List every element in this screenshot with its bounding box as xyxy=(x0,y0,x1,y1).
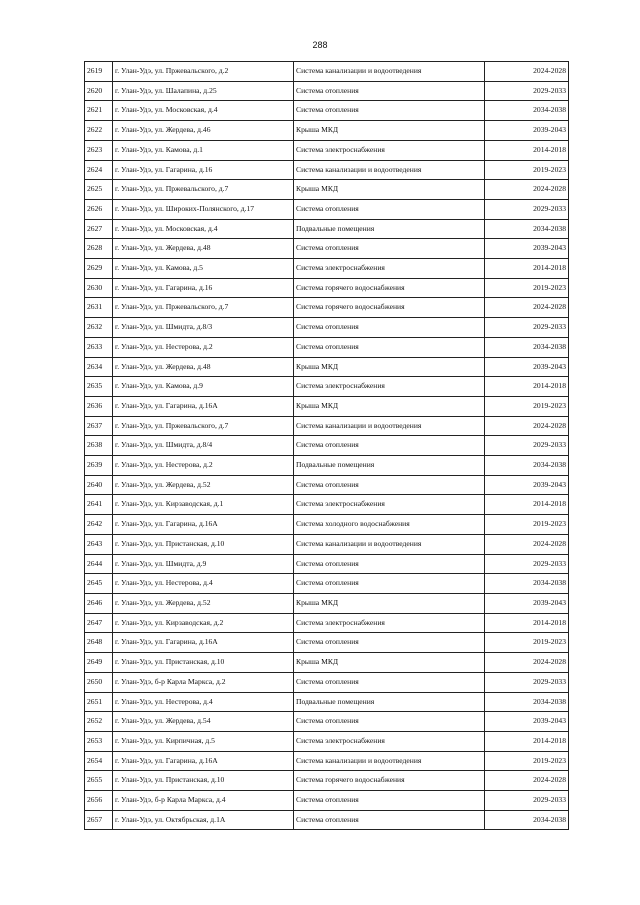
period-cell: 2029-2033 xyxy=(485,199,569,219)
row-number-cell: 2656 xyxy=(85,791,113,811)
address-cell: г. Улан-Удэ, ул. Широких-Полянского, д.17 xyxy=(113,199,294,219)
period-cell: 2024-2028 xyxy=(485,534,569,554)
address-cell: г. Улан-Удэ, ул. Шмидта, д.8/3 xyxy=(113,318,294,338)
page-number: 288 xyxy=(312,40,328,50)
address-cell: г. Улан-Удэ, ул. Пристанская, д.10 xyxy=(113,771,294,791)
period-cell: 2034-2038 xyxy=(485,101,569,121)
row-number-cell: 2624 xyxy=(85,160,113,180)
table-row xyxy=(85,495,569,515)
system-cell: Система электроснабжения xyxy=(294,613,485,633)
address-cell: г. Улан-Удэ, ул. Гагарина, д.16А xyxy=(113,515,294,535)
system-cell: Система электроснабжения xyxy=(294,495,485,515)
row-number-cell: 2647 xyxy=(85,613,113,633)
period-cell: 2014-2018 xyxy=(485,495,569,515)
row-number-cell: 2653 xyxy=(85,731,113,751)
period-cell: 2029-2033 xyxy=(485,672,569,692)
system-cell: Система отопления xyxy=(294,633,485,653)
table-row xyxy=(85,101,569,121)
table-row xyxy=(85,199,569,219)
row-number-cell: 2635 xyxy=(85,377,113,397)
row-number-cell: 2655 xyxy=(85,771,113,791)
table-row xyxy=(85,672,569,692)
table-row xyxy=(85,160,569,180)
period-cell: 2014-2018 xyxy=(485,613,569,633)
address-cell: г. Улан-Удэ, ул. Гагарина, д.16 xyxy=(113,160,294,180)
row-number-cell: 2651 xyxy=(85,692,113,712)
period-cell: 2024-2028 xyxy=(485,771,569,791)
address-cell: г. Улан-Удэ, ул. Жердева, д.48 xyxy=(113,239,294,259)
row-number-cell: 2632 xyxy=(85,318,113,338)
table-row xyxy=(85,692,569,712)
table-row xyxy=(85,613,569,633)
address-cell: г. Улан-Удэ, ул. Жердева, д.52 xyxy=(113,475,294,495)
address-cell: г. Улан-Удэ, ул. Нестерова, д.4 xyxy=(113,692,294,712)
address-cell: г. Улан-Удэ, ул. Пржевальского, д.7 xyxy=(113,180,294,200)
address-cell: г. Улан-Удэ, ул. Шмидта, д.8/4 xyxy=(113,436,294,456)
system-cell: Крыша МКД xyxy=(294,357,485,377)
address-cell: г. Улан-Удэ, б-р Карла Маркса, д.4 xyxy=(113,791,294,811)
system-cell: Система горячего водоснабжения xyxy=(294,298,485,318)
system-cell: Подвальные помещения xyxy=(294,692,485,712)
period-cell: 2039-2043 xyxy=(485,357,569,377)
period-cell: 2014-2018 xyxy=(485,259,569,279)
row-number-cell: 2644 xyxy=(85,554,113,574)
period-cell: 2019-2023 xyxy=(485,633,569,653)
period-cell: 2019-2023 xyxy=(485,278,569,298)
system-cell: Система электроснабжения xyxy=(294,377,485,397)
period-cell: 2034-2038 xyxy=(485,574,569,594)
system-cell: Система канализации и водоотведения xyxy=(294,62,485,82)
system-cell: Система отопления xyxy=(294,436,485,456)
system-cell: Система канализации и водоотведения xyxy=(294,160,485,180)
address-cell: г. Улан-Удэ, ул. Жердева, д.54 xyxy=(113,712,294,732)
address-cell: г. Улан-Удэ, ул. Жердева, д.46 xyxy=(113,121,294,141)
system-cell: Система горячего водоснабжения xyxy=(294,771,485,791)
table-row xyxy=(85,259,569,279)
system-cell: Крыша МКД xyxy=(294,593,485,613)
row-number-cell: 2621 xyxy=(85,101,113,121)
system-cell: Система электроснабжения xyxy=(294,140,485,160)
system-cell: Система отопления xyxy=(294,81,485,101)
table-row xyxy=(85,731,569,751)
period-cell: 2014-2018 xyxy=(485,731,569,751)
table-row xyxy=(85,81,569,101)
address-cell: г. Улан-Удэ, ул. Шалапина, д.25 xyxy=(113,81,294,101)
period-cell: 2034-2038 xyxy=(485,219,569,239)
period-cell: 2039-2043 xyxy=(485,239,569,259)
system-cell: Система отопления xyxy=(294,791,485,811)
table-row xyxy=(85,593,569,613)
table-row xyxy=(85,62,569,82)
table-row xyxy=(85,396,569,416)
row-number-cell: 2623 xyxy=(85,140,113,160)
system-cell: Система горячего водоснабжения xyxy=(294,278,485,298)
table-row xyxy=(85,712,569,732)
table-row xyxy=(85,416,569,436)
system-cell: Система отопления xyxy=(294,318,485,338)
row-number-cell: 2640 xyxy=(85,475,113,495)
row-number-cell: 2637 xyxy=(85,416,113,436)
table-row xyxy=(85,121,569,141)
row-number-cell: 2639 xyxy=(85,456,113,476)
row-number-cell: 2642 xyxy=(85,515,113,535)
address-cell: г. Улан-Удэ, ул. Гагарина, д.16А xyxy=(113,633,294,653)
table-row xyxy=(85,475,569,495)
row-number-cell: 2634 xyxy=(85,357,113,377)
table-row xyxy=(85,515,569,535)
row-number-cell: 2630 xyxy=(85,278,113,298)
system-cell: Система отопления xyxy=(294,337,485,357)
system-cell: Система холодного водоснабжения xyxy=(294,515,485,535)
table-row xyxy=(85,377,569,397)
address-cell: г. Улан-Удэ, ул. Московская, д.4 xyxy=(113,101,294,121)
system-cell: Подвальные помещения xyxy=(294,219,485,239)
table-row xyxy=(85,574,569,594)
registry-table xyxy=(84,61,569,830)
row-number-cell: 2645 xyxy=(85,574,113,594)
address-cell: г. Улан-Удэ, ул. Камова, д.1 xyxy=(113,140,294,160)
address-cell: г. Улан-Удэ, ул. Нестерова, д.2 xyxy=(113,337,294,357)
system-cell: Система канализации и водоотведения xyxy=(294,534,485,554)
row-number-cell: 2646 xyxy=(85,593,113,613)
system-cell: Система отопления xyxy=(294,554,485,574)
system-cell: Система отопления xyxy=(294,712,485,732)
row-number-cell: 2620 xyxy=(85,81,113,101)
table-row xyxy=(85,456,569,476)
period-cell: 2014-2018 xyxy=(485,377,569,397)
period-cell: 2029-2033 xyxy=(485,554,569,574)
row-number-cell: 2625 xyxy=(85,180,113,200)
address-cell: г. Улан-Удэ, ул. Гагарина, д.16 xyxy=(113,278,294,298)
table-row xyxy=(85,810,569,830)
system-cell: Система отопления xyxy=(294,239,485,259)
address-cell: г. Улан-Удэ, ул. Пристанская, д.10 xyxy=(113,653,294,673)
period-cell: 2034-2038 xyxy=(485,456,569,476)
table-row xyxy=(85,239,569,259)
system-cell: Система канализации и водоотведения xyxy=(294,751,485,771)
table-row xyxy=(85,337,569,357)
period-cell: 2039-2043 xyxy=(485,593,569,613)
system-cell: Система отопления xyxy=(294,199,485,219)
row-number-cell: 2650 xyxy=(85,672,113,692)
period-cell: 2024-2028 xyxy=(485,653,569,673)
row-number-cell: 2638 xyxy=(85,436,113,456)
table-row xyxy=(85,751,569,771)
period-cell: 2029-2033 xyxy=(485,436,569,456)
row-number-cell: 2636 xyxy=(85,396,113,416)
address-cell: г. Улан-Удэ, б-р Карла Маркса, д.2 xyxy=(113,672,294,692)
period-cell: 2029-2033 xyxy=(485,318,569,338)
row-number-cell: 2643 xyxy=(85,534,113,554)
table-row xyxy=(85,278,569,298)
row-number-cell: 2622 xyxy=(85,121,113,141)
address-cell: г. Улан-Удэ, ул. Нестерова, д.4 xyxy=(113,574,294,594)
row-number-cell: 2627 xyxy=(85,219,113,239)
system-cell: Крыша МКД xyxy=(294,180,485,200)
row-number-cell: 2648 xyxy=(85,633,113,653)
period-cell: 2019-2023 xyxy=(485,160,569,180)
row-number-cell: 2649 xyxy=(85,653,113,673)
period-cell: 2039-2043 xyxy=(485,712,569,732)
address-cell: г. Улан-Удэ, ул. Кирзаводская, д.2 xyxy=(113,613,294,633)
period-cell: 2034-2038 xyxy=(485,810,569,830)
system-cell: Система отопления xyxy=(294,101,485,121)
table-row xyxy=(85,771,569,791)
period-cell: 2019-2023 xyxy=(485,751,569,771)
row-number-cell: 2652 xyxy=(85,712,113,732)
address-cell: г. Улан-Удэ, ул. Пржевальского, д.2 xyxy=(113,62,294,82)
address-cell: г. Улан-Удэ, ул. Кирзаводская, д.1 xyxy=(113,495,294,515)
table-row xyxy=(85,357,569,377)
address-cell: г. Улан-Удэ, ул. Жердева, д.48 xyxy=(113,357,294,377)
period-cell: 2024-2028 xyxy=(485,62,569,82)
row-number-cell: 2626 xyxy=(85,199,113,219)
period-cell: 2034-2038 xyxy=(485,337,569,357)
row-number-cell: 2631 xyxy=(85,298,113,318)
system-cell: Система отопления xyxy=(294,810,485,830)
row-number-cell: 2619 xyxy=(85,62,113,82)
system-cell: Система отопления xyxy=(294,672,485,692)
system-cell: Система канализации и водоотведения xyxy=(294,416,485,436)
address-cell: г. Улан-Удэ, ул. Пржевальского, д.7 xyxy=(113,416,294,436)
period-cell: 2014-2018 xyxy=(485,140,569,160)
address-cell: г. Улан-Удэ, ул. Гагарина, д.16А xyxy=(113,751,294,771)
period-cell: 2019-2023 xyxy=(485,396,569,416)
address-cell: г. Улан-Удэ, ул. Октябрьская, д.1А xyxy=(113,810,294,830)
table-row xyxy=(85,436,569,456)
row-number-cell: 2628 xyxy=(85,239,113,259)
row-number-cell: 2641 xyxy=(85,495,113,515)
row-number-cell: 2633 xyxy=(85,337,113,357)
table-row xyxy=(85,791,569,811)
address-cell: г. Улан-Удэ, ул. Шмидта, д.9 xyxy=(113,554,294,574)
address-cell: г. Улан-Удэ, ул. Московская, д.4 xyxy=(113,219,294,239)
table-row xyxy=(85,633,569,653)
table-row xyxy=(85,140,569,160)
system-cell: Система отопления xyxy=(294,574,485,594)
period-cell: 2029-2033 xyxy=(485,81,569,101)
table-row xyxy=(85,554,569,574)
row-number-cell: 2657 xyxy=(85,810,113,830)
system-cell: Система отопления xyxy=(294,475,485,495)
period-cell: 2029-2033 xyxy=(485,791,569,811)
address-cell: г. Улан-Удэ, ул. Кирпичная, д.5 xyxy=(113,731,294,751)
period-cell: 2039-2043 xyxy=(485,121,569,141)
system-cell: Крыша МКД xyxy=(294,121,485,141)
address-cell: г. Улан-Удэ, ул. Камова, д.5 xyxy=(113,259,294,279)
address-cell: г. Улан-Удэ, ул. Гагарина, д.16А xyxy=(113,396,294,416)
system-cell: Система электроснабжения xyxy=(294,259,485,279)
system-cell: Подвальные помещения xyxy=(294,456,485,476)
system-cell: Система электроснабжения xyxy=(294,731,485,751)
address-cell: г. Улан-Удэ, ул. Пристанская, д.10 xyxy=(113,534,294,554)
period-cell: 2024-2028 xyxy=(485,298,569,318)
period-cell: 2034-2038 xyxy=(485,692,569,712)
address-cell: г. Улан-Удэ, ул. Нестерова, д.2 xyxy=(113,456,294,476)
period-cell: 2024-2028 xyxy=(485,416,569,436)
table-row xyxy=(85,298,569,318)
row-number-cell: 2654 xyxy=(85,751,113,771)
system-cell: Крыша МКД xyxy=(294,396,485,416)
address-cell: г. Улан-Удэ, ул. Камова, д.9 xyxy=(113,377,294,397)
system-cell: Крыша МКД xyxy=(294,653,485,673)
table-row xyxy=(85,653,569,673)
address-cell: г. Улан-Удэ, ул. Пржевальского, д.7 xyxy=(113,298,294,318)
table-row xyxy=(85,318,569,338)
table-row xyxy=(85,219,569,239)
table-row xyxy=(85,180,569,200)
address-cell: г. Улан-Удэ, ул. Жердева, д.52 xyxy=(113,593,294,613)
period-cell: 2039-2043 xyxy=(485,475,569,495)
table-row xyxy=(85,534,569,554)
period-cell: 2019-2023 xyxy=(485,515,569,535)
registry-table-body xyxy=(85,62,569,830)
period-cell: 2024-2028 xyxy=(485,180,569,200)
row-number-cell: 2629 xyxy=(85,259,113,279)
